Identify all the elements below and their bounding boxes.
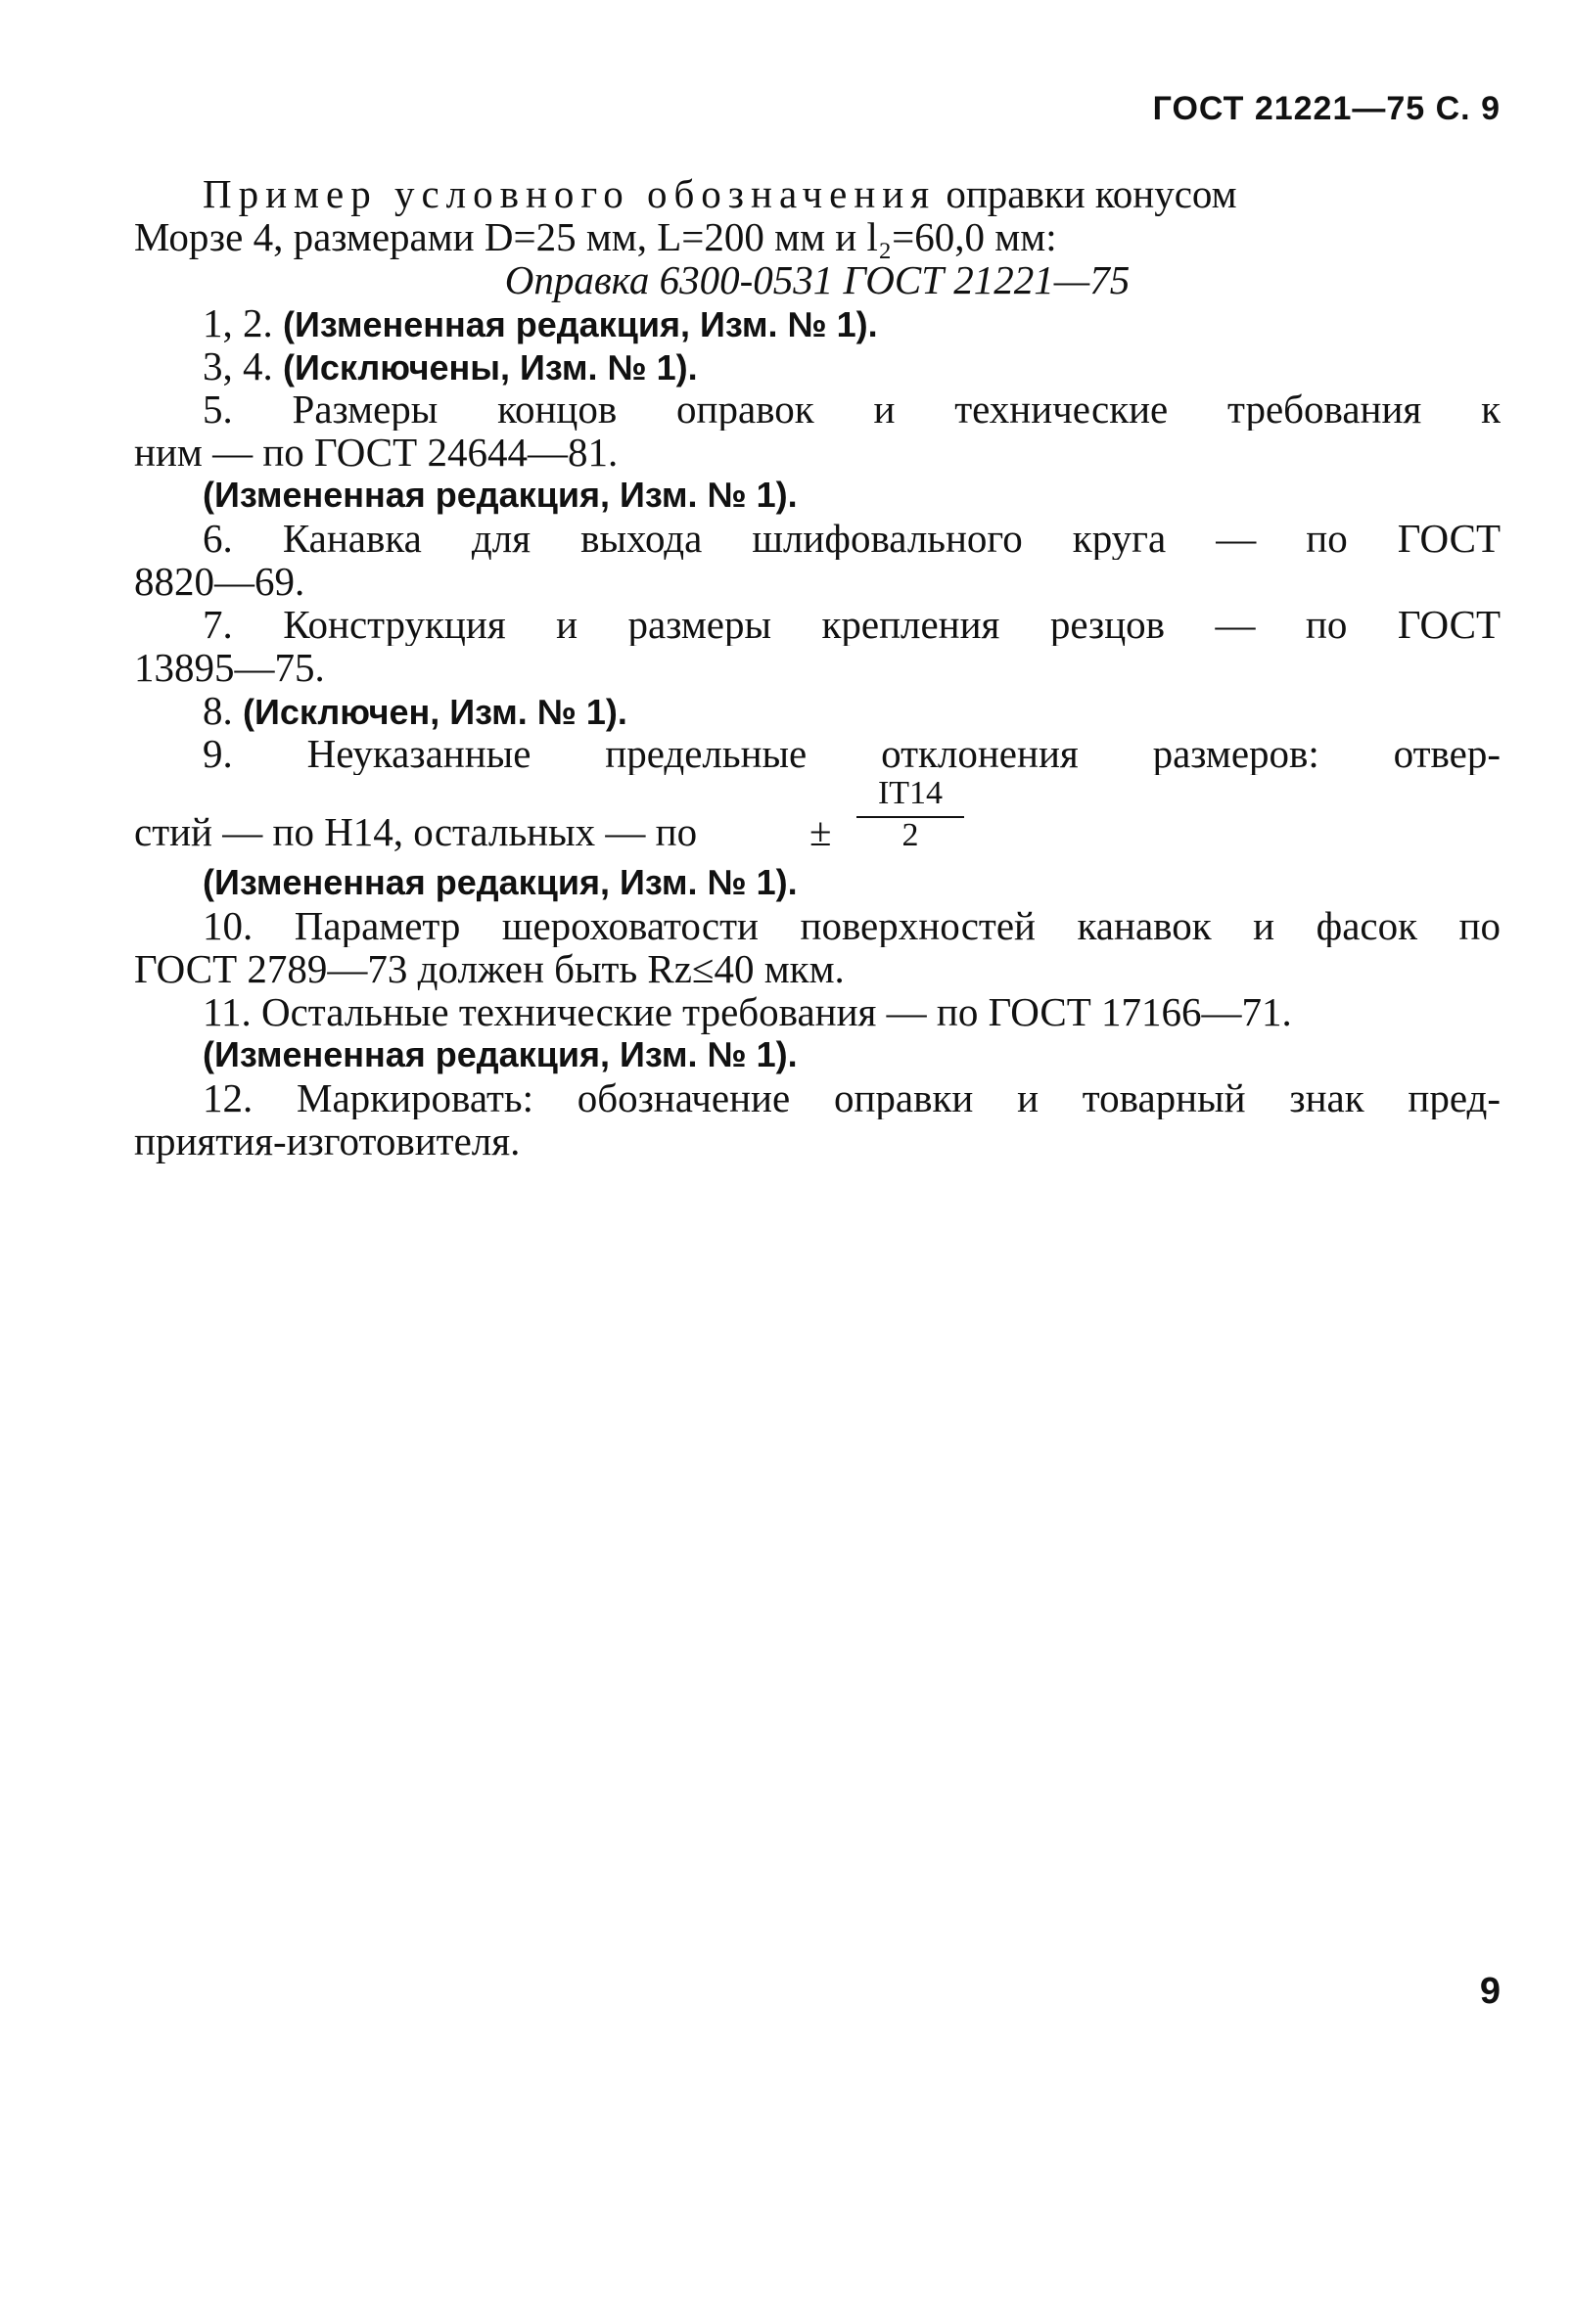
running-header: ГОСТ 21221—75 С. 9 xyxy=(1152,90,1501,127)
example-rest-text: оправки конусом xyxy=(936,171,1237,216)
tolerance-fraction xyxy=(856,775,964,853)
page-number: 9 xyxy=(1479,1971,1501,2012)
item-9-line-1: 9. Неуказанные предельные отклонения размеров: отвер- xyxy=(203,732,1501,775)
item-6-line-1: 6. Канавка для выхода шлифовального круга — по ГОСТ xyxy=(203,517,1501,560)
item-3-4-number: 3, 4. xyxy=(203,343,273,388)
item-3-4-amendment: (Исключены, Изм. № 1). xyxy=(283,347,698,387)
item-8-amendment: (Исключен, Изм. № 1). xyxy=(243,692,627,732)
example-line-1 xyxy=(134,172,1501,215)
plus-minus-sign: ± xyxy=(809,809,832,854)
item-1-2 xyxy=(134,301,1501,344)
item-1-2-number: 1, 2. xyxy=(203,300,273,345)
item-1-2-amendment: (Измененная редакция, Изм. № 1). xyxy=(283,304,878,344)
designation-example: Оправка 6300-0531 ГОСТ 21221—75 xyxy=(504,257,1131,302)
item-11-line-1: 11. Остальные технические требования — по ГОСТ 17166—71. xyxy=(203,989,1292,1034)
item-12-line-1: 12. Маркировать: обозначение оправки и товарный знак пред- xyxy=(203,1076,1501,1119)
item-5-line-2: ним — по ГОСТ 24644—81. xyxy=(134,430,619,475)
item-9-line-2-text: стий — по Н14, остальных — по xyxy=(134,809,698,854)
item-11-amendment: (Измененная редакция, Изм. № 1). xyxy=(203,1034,798,1074)
item-5-line-1: 5. Размеры концов оправок и технические требования к xyxy=(203,387,1501,431)
document-body xyxy=(134,172,1501,1162)
example-lead-text: Пример условного обозначения xyxy=(203,171,937,216)
example-line-2: Морзе 4, размерами D=25 мм, L=200 мм и l₂=60,0 мм: xyxy=(134,214,1057,259)
item-3-4 xyxy=(134,344,1501,387)
fraction-denominator: 2 xyxy=(901,817,919,853)
item-5-amendment: (Измененная редакция, Изм. № 1). xyxy=(203,475,798,515)
item-7-line-1: 7. Конструкция и размеры крепления резцов — по ГОСТ xyxy=(203,603,1501,646)
item-8-number: 8. xyxy=(203,688,233,733)
item-10-line-1: 10. Параметр шероховатости поверхностей канавок и фасок по xyxy=(203,904,1501,947)
item-9-amendment: (Измененная редакция, Изм. № 1). xyxy=(203,862,798,902)
item-10-line-2: ГОСТ 2789—73 должен быть Rz≤40 мкм. xyxy=(134,946,845,991)
item-12-line-2: приятия-изготовителя. xyxy=(134,1118,521,1163)
item-9-line-2 xyxy=(134,775,1501,861)
item-6-line-2: 8820—69. xyxy=(134,559,305,604)
item-8 xyxy=(134,689,1501,732)
fraction-numerator: IT14 xyxy=(856,775,964,818)
item-7-line-2: 13895—75. xyxy=(134,645,325,690)
